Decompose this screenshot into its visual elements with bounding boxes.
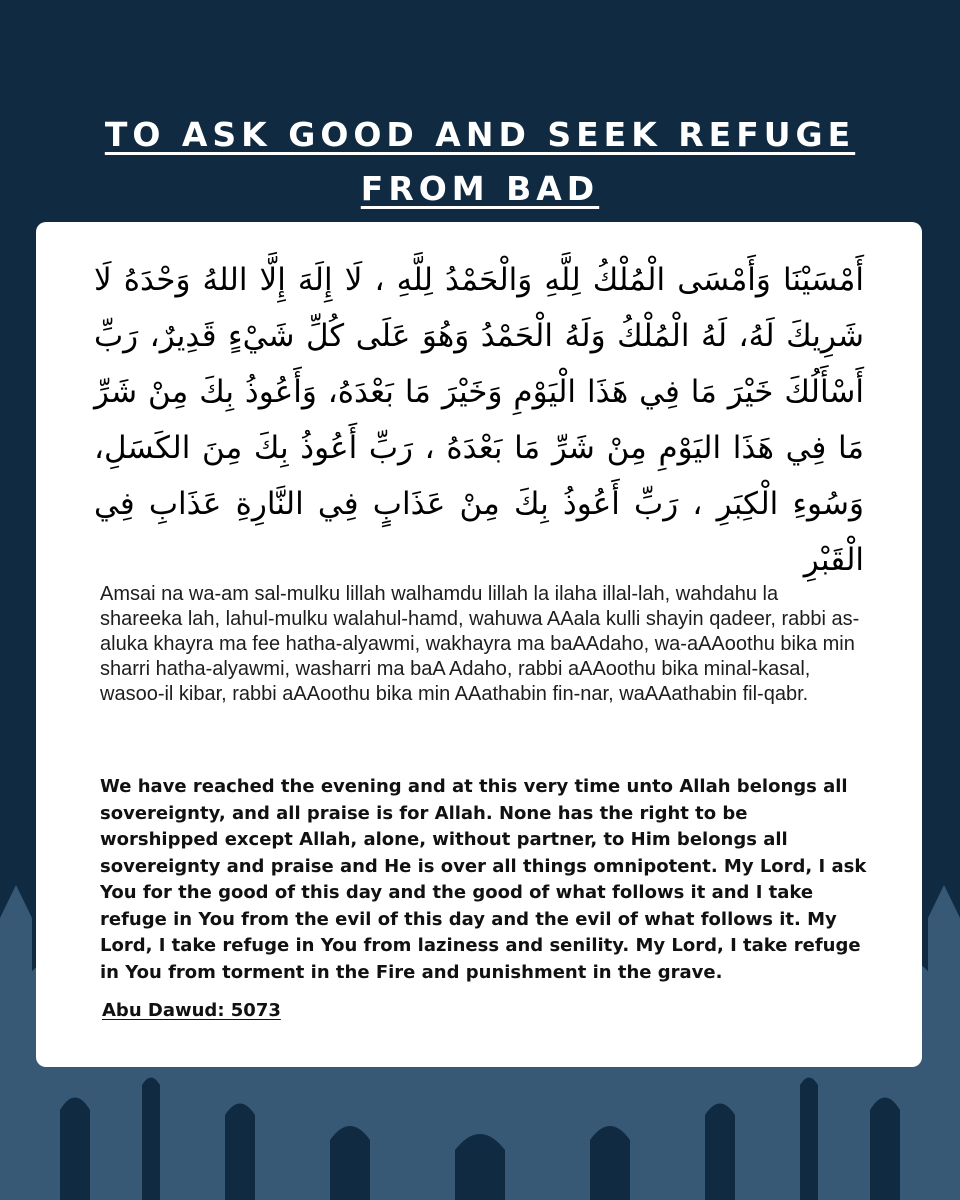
transliteration-text: Amsai na wa-am sal-mulku lillah walhamdu lillah la ilaha illal-lah, wahdahu la shareeka lah, lahul-mulku walahul-hamd, wahuwa AAala kulli shayin qadeer, rabbi as-aluka khayra ma fee hatha-alyawmi, wakhayra ma baAAdaho, wa-aAAoothu bika min sharri hatha-alyawmi, washarri ma baA Adaho, rabbi aAAoothu bika minal-kasal, wasoo-il kibar, rabbi aAAoothu bika min AAathabin fin-nar, waAAathabin fil-qabr.: [100, 583, 860, 705]
arabic-dua-text: أَمْسَيْنَا وَأَمْسَى الْمُلْكُ لِلَّهِ وَالْحَمْدُ لِلَّهِ ، لَا إِلَهَ إِلَّا اللهُ وَحْدَهُ لَا شَرِيكَ لَهُ، لَهُ الْمُلْكُ وَلَهُ الْحَمْدُ وَهُوَ عَلَى كُلِّ شَيْءٍ قَدِيرٌ، رَبِّ أَسْأَلُكَ خَيْرَ مَا فِي هَذَا الْيَوْمِ وَخَيْرَ مَا بَعْدَهُ، وَأَعُوذُ بِكَ مِنْ شَرِّ مَا فِي هَذَا اليَوْمِ مِنْ شَرِّ مَا بَعْدَهُ ، رَبِّ أَعُوذُ بِكَ مِنَ الكَسَلِ، وَسُوءِ الْكِبَرِ ، رَبِّ أَعُوذُ بِكَ مِنْ عَذَابٍ فِي النَّارِةِ عَذَابِ فِي الْقَبْرِ: [94, 262, 864, 578]
english-translation-text: We have reached the evening and at this very time unto Allah belongs all sovereignty, and all praise is for Allah. None has the right to be worshipped except Allah, alone, without partner, to Him belongs all sovereignty and praise and He is over all things omnipotent. My Lord, I ask You for the good of this day and the good of what follows it and I take refuge in You from the evil of this day and the evil of what follows it. My Lord, I take refuge in You from laziness and senility. My Lord, I take refuge in You from torment in the Fire and punishment in the grave.: [100, 776, 867, 983]
title-line-2: FROM BAD: [360, 169, 600, 208]
hadith-reference: Abu Dawud: 5073: [102, 1000, 281, 1021]
dua-card: [36, 222, 922, 1067]
title-line-1: TO ASK GOOD AND SEEK REFUGE: [104, 115, 856, 154]
page-title: [40, 108, 920, 216]
